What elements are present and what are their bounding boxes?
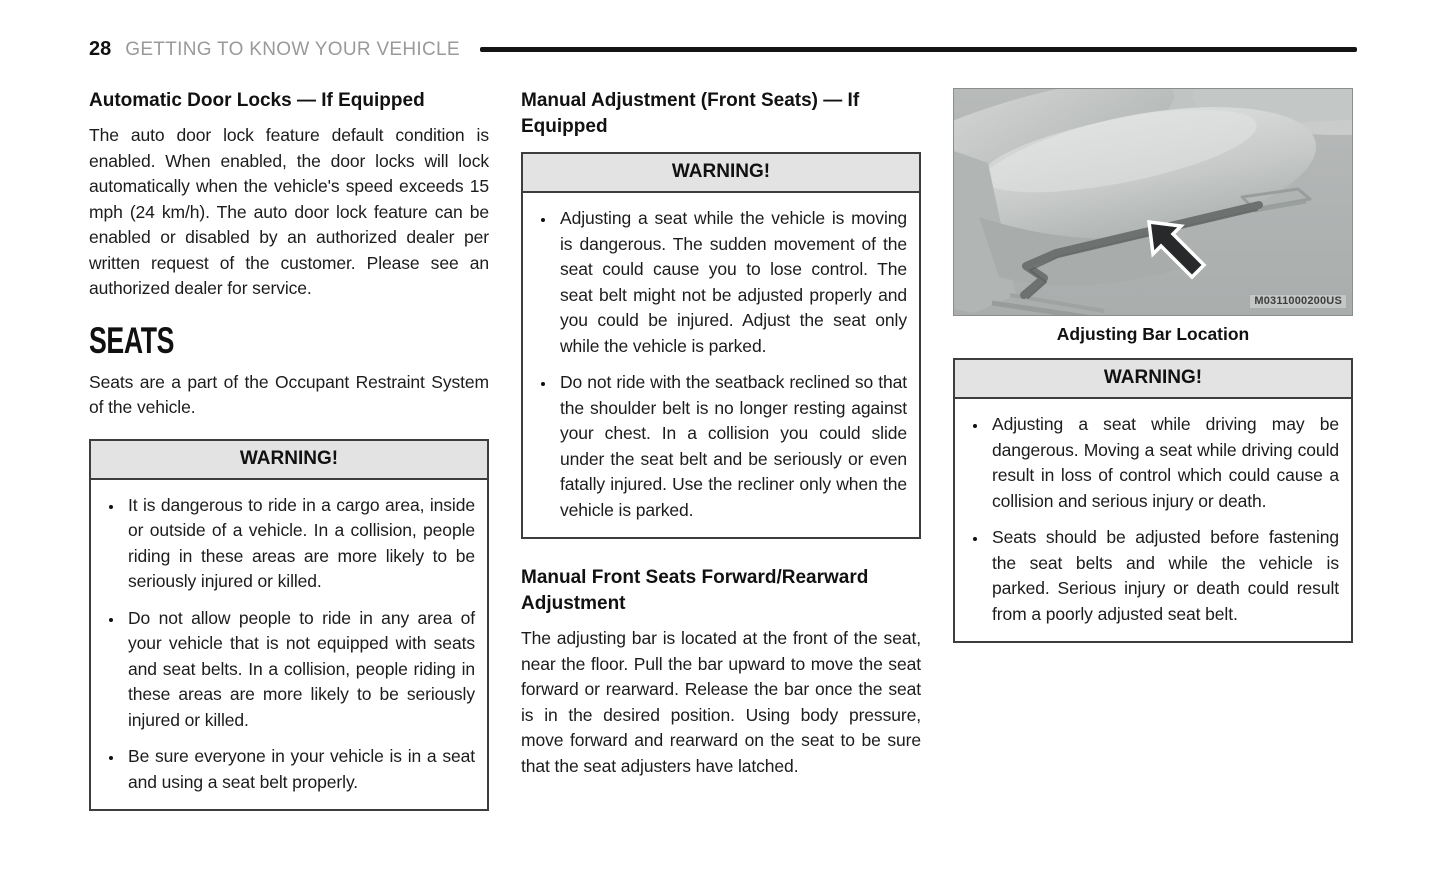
heading-seats [89, 319, 489, 361]
seat-adjusting-bar-figure [953, 88, 1353, 316]
warning-title: WARNING! [955, 360, 1351, 399]
warning-bullet: • It is dangerous to ride in a cargo area, inside or outside of a vehicle. In a collision, people riding in these areas are more likely to be seriously injured or killed. [124, 493, 475, 595]
warning-box-manual-adjustment [521, 152, 921, 539]
paragraph-adjusting-bar: The adjusting bar is located at the front of the seat, near the floor. Pull the bar upward to move the seat forward or rearward. Release the bar once the seat is in the desired position. Using body pressure, move forward and rearward on the seat to be sure that the seat adjusters have latched. [521, 628, 921, 776]
heading-automatic-door-locks: Automatic Door Locks — If Equipped [89, 90, 425, 111]
paragraph-seats-intro: Seats are a part of the Occupant Restraint System of the vehicle. [89, 371, 489, 417]
warning-bullet: • Adjusting a seat while driving may be dangerous. Moving a seat while driving could result in loss of control which could cause a collision and serious injury or death. [988, 412, 1339, 514]
column-2 [521, 88, 921, 811]
header-rule [480, 47, 1357, 52]
figure-caption: Adjusting Bar Location [1056, 324, 1250, 344]
heading-forward-rearward: Manual Front Seats Forward/Rearward Adjustment [521, 567, 869, 614]
warning-bullet: • Be sure everyone in your vehicle is in a seat and using a seat belt properly. [124, 744, 475, 795]
column-1 [89, 88, 489, 811]
page-header [89, 38, 1357, 61]
warning-title: WARNING! [91, 441, 487, 480]
warning-list-seats [91, 480, 487, 810]
seat-illustration [954, 89, 1353, 316]
chapter-title: GETTING TO KNOW YOUR VEHICLE [125, 38, 460, 60]
warning-box-driving-adjustment [953, 358, 1353, 643]
figure-code: M0311000200US [1249, 294, 1347, 309]
warning-list-driving-adjustment [955, 399, 1351, 641]
warning-bullet: • Adjusting a seat while the vehicle is moving is dangerous. The sudden movement of the seat could cause you to lose control. The seat belt might not be adjusted properly and you could be injured. Adjust the seat only while the vehicle is parked. [556, 206, 907, 359]
warning-list-manual-adjustment [523, 193, 919, 537]
heading-seats-text: SEATS [89, 319, 175, 361]
warning-bullet: • Do not ride with the seatback reclined so that the shoulder belt is no longer resting against your chest. In a collision you could slide under the seat belt and be seriously or even fatally injured. Use the recliner only when the vehicle is parked. [556, 370, 907, 523]
page-number: 28 [89, 38, 112, 60]
warning-title: WARNING! [523, 154, 919, 193]
column-3 [953, 88, 1353, 811]
warning-box-seats [89, 439, 489, 812]
heading-manual-adjustment: Manual Adjustment (Front Seats) — If Equipped [521, 90, 860, 137]
page-content [89, 88, 1445, 811]
warning-bullet: • Do not allow people to ride in any area of your vehicle that is not equipped with seats and seat belts. In a collision, people riding in these areas are more likely to be seriously injured or killed. [124, 606, 475, 734]
paragraph-auto-door-locks: The auto door lock feature default condition is enabled. When enabled, the door locks will lock automatically when the vehicle's speed exceeds 15 mph (24 km/h). The auto door lock feature can be enabled or disabled by an authorized dealer per written request of the customer. Please see an authorized dealer for service. [89, 125, 489, 298]
warning-bullet: • Seats should be adjusted before fastening the seat belts and while the vehicle is parked. Serious injury or death could result from a poorly adjusted seat belt. [988, 525, 1339, 627]
